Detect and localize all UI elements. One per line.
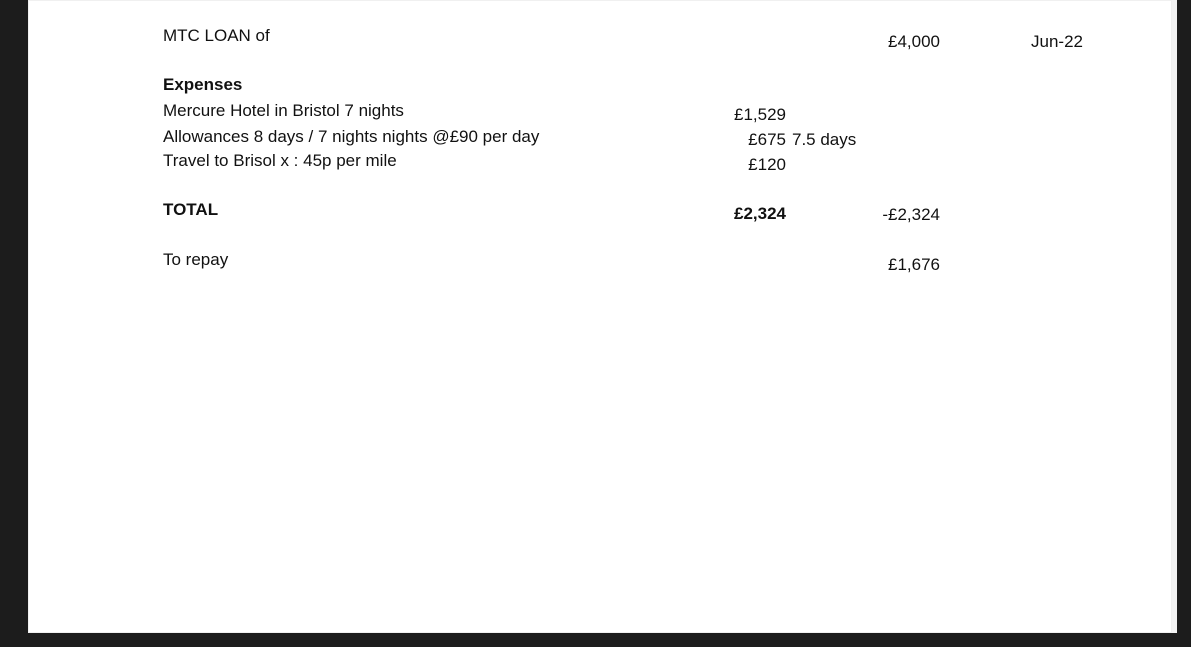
expenses-heading: Expenses: [163, 75, 243, 94]
scrollbar-track[interactable]: [1172, 0, 1177, 633]
repay-label: To repay: [163, 250, 229, 269]
loan-label: MTC LOAN of: [163, 26, 270, 45]
total-amount: £2,324: [734, 204, 786, 223]
expense-item-allowances-label: Allowances 8 days / 7 nights nights @£90 per day: [163, 127, 540, 146]
total-deduction: -£2,324: [882, 205, 940, 224]
expense-item-allowances-note: 7.5 days: [792, 130, 857, 149]
expense-item-travel-label: Travel to Brisol x : 45p per mile: [163, 151, 397, 170]
total-label: TOTAL: [163, 200, 219, 219]
loan-date: Jun-22: [1031, 32, 1083, 51]
expense-item-travel-amount: £120: [748, 155, 786, 174]
expense-item-hotel-label: Mercure Hotel in Bristol 7 nights: [163, 101, 404, 120]
expense-item-hotel-amount: £1,529: [734, 105, 786, 124]
expense-item-allowances-amount: £675: [748, 130, 786, 149]
repay-amount: £1,676: [888, 255, 940, 274]
document-page: [28, 0, 1172, 633]
loan-amount: £4,000: [888, 32, 940, 51]
